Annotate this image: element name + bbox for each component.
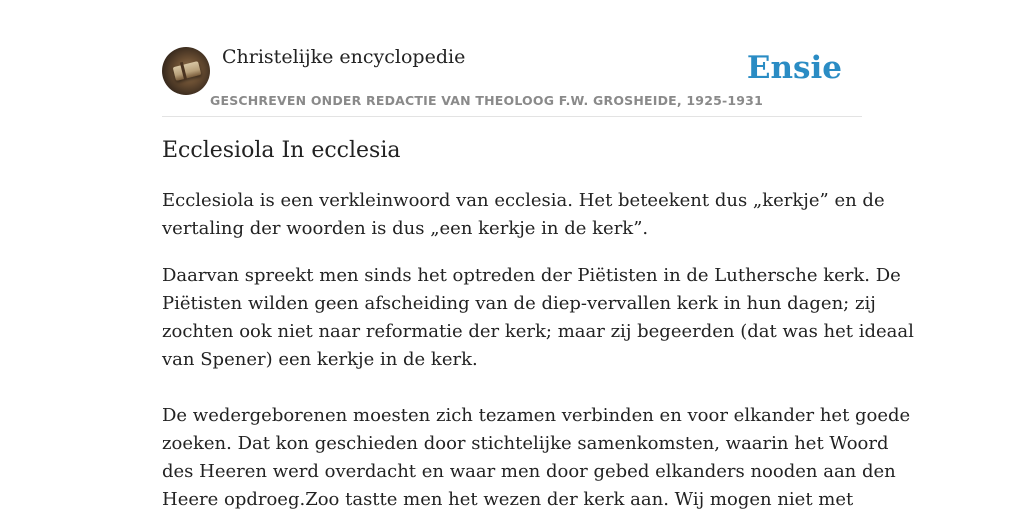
paragraph-line: zochten ook niet naar reformatie der kerk; maar zij begeerden (dat was het ideaal bbox=[162, 321, 914, 342]
paragraph-3 bbox=[162, 402, 911, 512]
paragraph-line: zoeken. Dat kon geschieden door stichtelijke samenkomsten, waarin het Woord bbox=[162, 433, 889, 454]
paragraph-line: vertaling der woorden is dus „een kerkje in de kerk”. bbox=[162, 218, 649, 239]
paragraph-2 bbox=[162, 262, 914, 374]
paragraph-1 bbox=[162, 187, 885, 243]
site-title[interactable]: Christelijke encyclopedie bbox=[222, 46, 466, 68]
paragraph-line: Heere opdroeg.Zoo tastte men het wezen der kerk aan. Wij mogen niet met bbox=[162, 489, 854, 510]
paragraph-line: van Spener) een kerkje in de kerk. bbox=[162, 349, 478, 370]
brand-logo[interactable]: Ensie bbox=[746, 50, 842, 86]
paragraph-line: Daarvan spreekt men sinds het optreden der Piëtisten in de Luthersche kerk. De bbox=[162, 265, 901, 286]
book-avatar-icon[interactable] bbox=[162, 47, 210, 95]
paragraph-gap bbox=[162, 374, 867, 402]
paragraph-line: des Heeren werd overdacht en waar men door gebed elkanders nooden aan den bbox=[162, 461, 896, 482]
paragraph-gap bbox=[162, 243, 867, 262]
article bbox=[162, 138, 914, 512]
site-header bbox=[162, 40, 862, 117]
paragraph-line: De wedergeborenen moesten zich tezamen verbinden en voor elkander het goede bbox=[162, 405, 911, 426]
paragraph-line: Ecclesiola is een verkleinwoord van ecclesia. Het beteekent dus „kerkje” en de bbox=[162, 190, 885, 211]
paragraph-line: Piëtisten wilden geen afscheiding van de diep-vervallen kerk in hun dagen; zij bbox=[162, 293, 876, 314]
article-title: Ecclesiola In ecclesia bbox=[162, 138, 401, 163]
site-subtitle: GESCHREVEN ONDER REDACTIE VAN THEOLOOG F.W. GROSHEIDE, 1925-1931 bbox=[210, 93, 763, 108]
